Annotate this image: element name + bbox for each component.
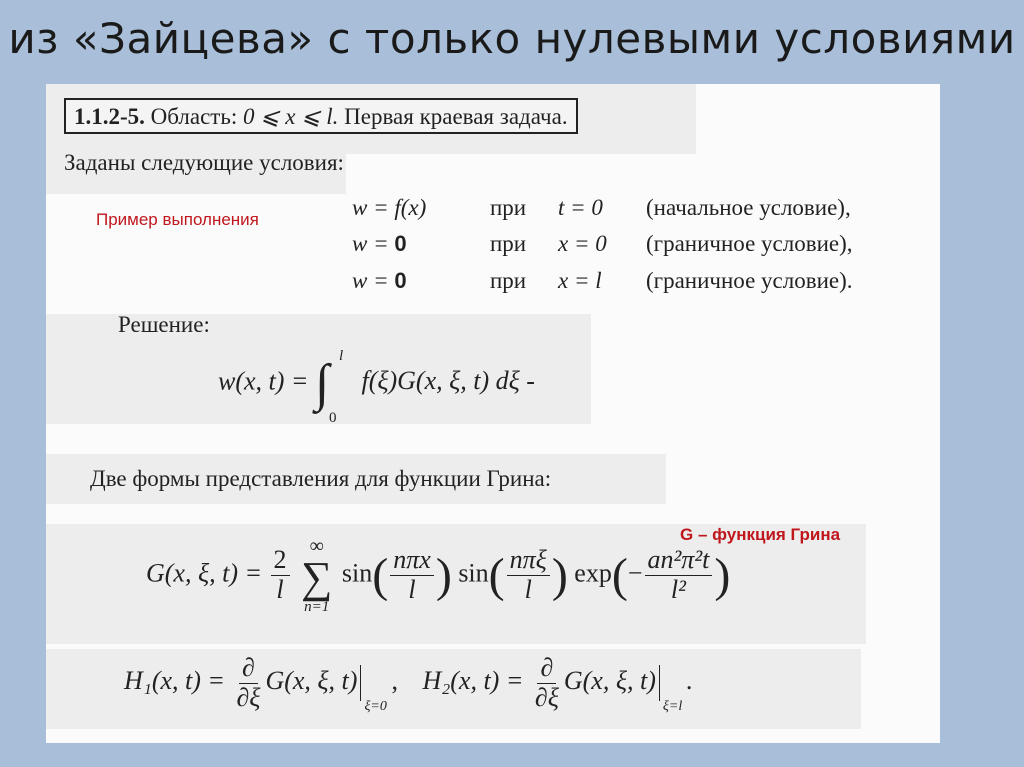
problem-header xyxy=(64,98,578,134)
green-forms-label: Две формы представления для функции Грина: xyxy=(90,466,552,491)
h-formulas xyxy=(124,653,693,715)
green-lhs: G(x, ξ, t) = xyxy=(146,558,263,588)
green-coef: $\frac{2}{l}$ xyxy=(271,546,290,604)
condition-3-lhs: w = 0 xyxy=(352,268,407,293)
h-end: . xyxy=(685,666,693,696)
task-name: Первая краевая задача. xyxy=(344,104,568,129)
h2-lhs: H₂(x, t) = xyxy=(422,666,524,696)
condition-2-at: при xyxy=(490,231,527,256)
slide-title: из «Зайцева» с только нулевыми условиями xyxy=(8,14,1016,63)
condition-1-where: t = 0 xyxy=(558,195,603,220)
h-separator: , xyxy=(391,666,398,696)
condition-3-kind: (граничное условие). xyxy=(646,268,853,293)
solution-integrand: f(ξ)G(x, ξ, t) dξ xyxy=(361,366,520,396)
sin-2-arg: $\frac{\text{nπξ}}{l}$ xyxy=(507,546,550,604)
example-note: Пример выполнения xyxy=(96,210,259,229)
solution-formula xyxy=(218,348,535,426)
h1-eval-bar: ξ=0 xyxy=(360,665,361,701)
solution-lhs: w(x, t) = xyxy=(218,366,309,396)
exp-fn: exp xyxy=(574,558,612,588)
h2-body: G(x, ξ, t) xyxy=(563,666,656,696)
h1-body: G(x, ξ, t) xyxy=(265,666,358,696)
condition-2-lhs: w = 0 xyxy=(352,231,407,256)
condition-1-lhs: w = f(x) xyxy=(352,195,427,220)
h2-derivative: $\frac{\partial}{\partial\xi}$ xyxy=(534,653,559,712)
condition-2-kind: (граничное условие), xyxy=(646,231,853,256)
h2-eval-bar: ξ=l xyxy=(659,665,660,701)
sin-1: sin xyxy=(341,558,373,588)
condition-3-at: при xyxy=(490,268,527,293)
exp-sign: − xyxy=(627,558,643,588)
green-formula: G(x, ξ, t) = $\frac{2}{l}$ ∞ ∑ n=1 sin( $\frac{\text{nπx}}{l}$ ) sin( $\frac{\text{nπξ}}{l}$ ) exp(− $\frac{\text{an²π²t}}{\text{l²}}$ ) xyxy=(146,535,731,615)
solution-label: Решение: xyxy=(118,312,210,337)
solution-tail: - xyxy=(526,366,535,396)
condition-2-value: 0 xyxy=(394,231,407,256)
green-note: G – функция Грина xyxy=(680,525,841,544)
sum-sign: ∞ ∑ n=1 xyxy=(301,535,333,615)
given-label: Заданы следующие условия: xyxy=(64,150,344,175)
region-label: Область: xyxy=(150,104,238,129)
condition-1-kind: (начальное условие), xyxy=(646,195,851,220)
integral-sign: ∫ l 0 xyxy=(314,348,344,426)
sin-1-arg: $\frac{\text{nπx}}{l}$ xyxy=(390,546,434,604)
region-expr: 0 ⩽ x ⩽ l. xyxy=(243,104,339,129)
condition-1-at: при xyxy=(490,195,527,220)
h1-derivative: $\frac{\partial}{\partial\xi}$ xyxy=(236,653,261,712)
exp-arg: $\frac{\text{an²π²t}}{\text{l²}}$ xyxy=(645,546,713,604)
scanned-page xyxy=(46,84,940,743)
h1-lhs: H₁(x, t) = xyxy=(124,666,225,696)
sin-2: sin xyxy=(458,558,489,588)
condition-3-value: 0 xyxy=(394,268,407,293)
condition-2-where: x = 0 xyxy=(558,231,607,256)
condition-3-where: x = l xyxy=(558,268,602,293)
problem-number: 1.1.2-5. xyxy=(74,104,145,129)
